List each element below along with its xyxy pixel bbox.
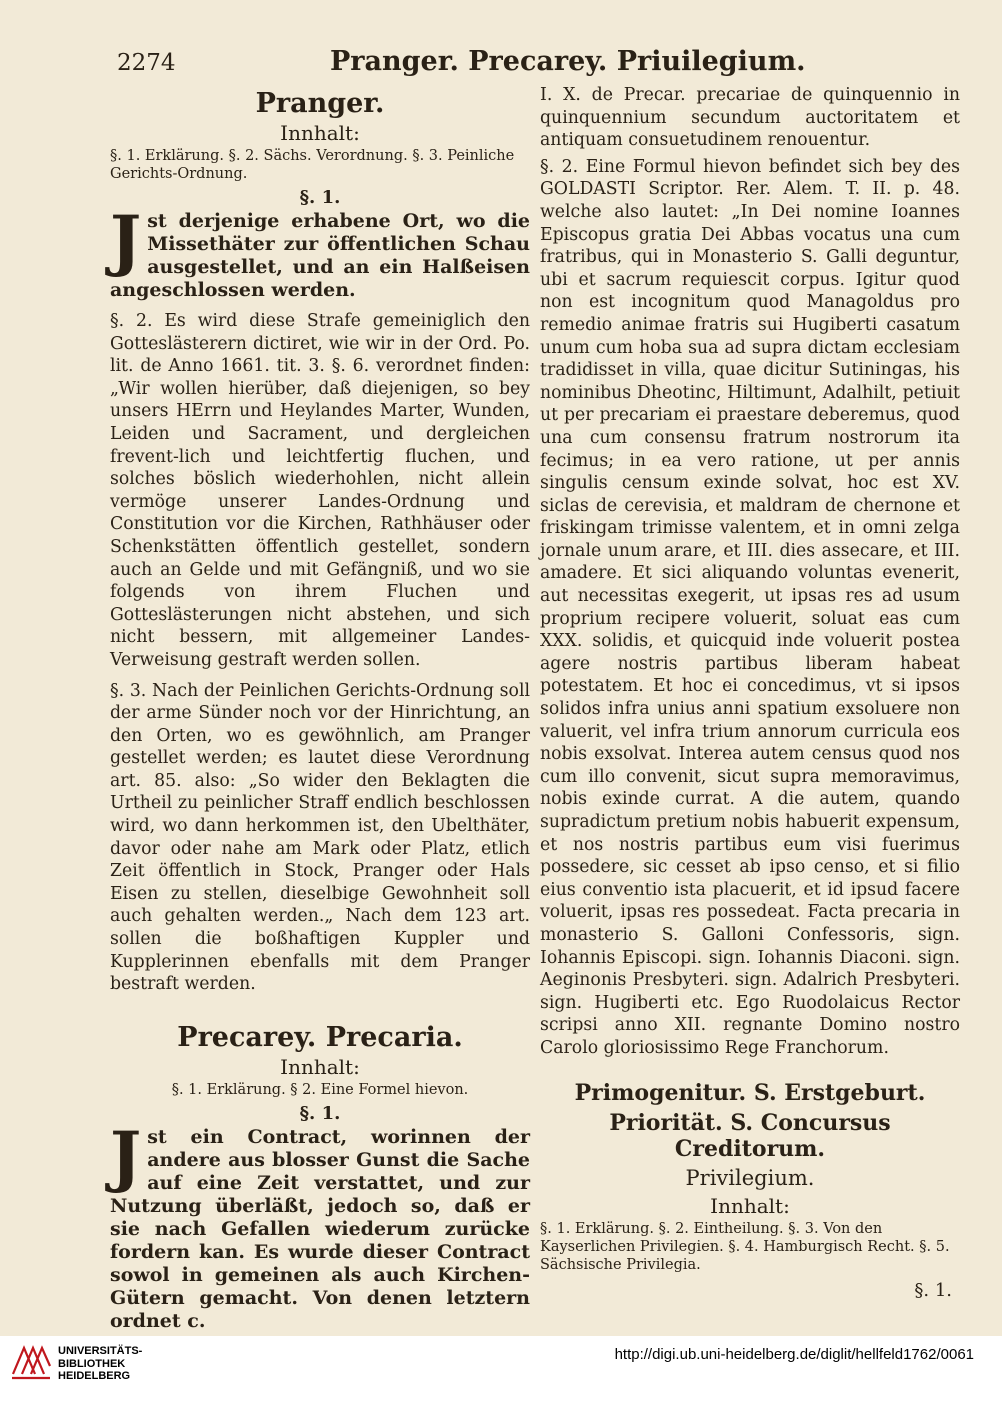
section-mark: §. 1. — [299, 187, 341, 208]
right-column — [540, 84, 960, 1301]
lead-paragraph-pranger — [110, 201, 530, 302]
drop-cap: J — [110, 201, 142, 279]
inhalt-heading: Innhalt: — [710, 1193, 790, 1218]
source-url[interactable]: http://digi.ub.uni-heidelberg.de/diglit/hellfeld1762/0061 — [614, 1346, 974, 1363]
section-mark: §. 1. — [299, 1102, 341, 1124]
running-head: Pranger. Precarey. Priuilegium. — [330, 46, 806, 77]
paragraph-continued: I. X. de Precar. precariae de quinquennio in quinquennium secundum auctoritatem et antiquam consuetudinem renouentur. — [540, 85, 960, 151]
toc-pranger: §. 1. Erklärung. §. 2. Sächs. Verordnung. §. 3. Peinliche Gerichts-Ordnung. — [110, 148, 515, 182]
toc-privilegium: §. 1. Erklärung. §. 2. Eintheilung. §. 3. Von den Kayserlichen Privilegien. §. 4. Hamburgisch Recht. §. 5. Sächsische Privilegia. — [540, 1220, 950, 1273]
paragraph-3: §. 3. Nach der Peinlichen Gerichts-Ordnung soll der arme Sünder noch vor der Hinrichtung, an den Orten, wo es gewöhnlich, am Pranger gestellet werden; es lautet diese Verordnung art. 85. also: „So wider den Beklagten die Urtheil zu peinlicher Straff endlich beschlossen wird, wo dann herkommen ist, den Ubelthäter, davor oder nahe am Mark oder Platz, etlich Zeit öffentlich in Stock, Pranger oder Hals Eisen zu stellen, dieselbige Gewohnheit soll auch gehalten werden.„ Nach dem 123 art. sollen die boßhaftigen Kuppler und Kupplerinnen ebenfalls mit dem Pranger bestraft werden. — [110, 680, 530, 995]
inhalt-heading: Innhalt: — [280, 121, 360, 145]
lead-paragraph-precarey — [110, 1116, 530, 1333]
page-number: 2274 — [117, 50, 176, 76]
toc-precarey: §. 1. Erklärung. § 2. Eine Formel hievon. — [171, 1081, 469, 1098]
heading-prioritaet: Priorität. S. Concursus Creditorum. — [609, 1109, 891, 1162]
paragraph-2: §. 2. Es wird diese Strafe gemeiniglich den Gotteslästerern dictiret, wie wir in der Ord. Po. lit. de Anno 1661. tit. 3. §. 6. verordnet finden: „Wir wollen hierüber, daß diejenigen, so bey unsers HErrn und Heylandes Marter, Wunden, Leiden und Sacrament, und dergleichen frevent-lich und leichtfertig fluchen, und solches böslich wiederhohlen, nicht allein vermöge unserer Landes-Ordnung und Constitution vor die Kirchen, Rathhäuser oder Schenkstätten öffentlich gestellet, sondern auch an Gelde und mit Gefängniß, und wo sie folgends von ihrem Fluchen und Gotteslästerungen nicht abstehen, und sich nicht bessern, mit allgemeiner Landes-Verweisung gestraft werden sollen. — [110, 311, 530, 670]
heading-precarey: Precarey. Precaria. — [177, 1021, 463, 1053]
heading-primogenitur: Primogenitur. S. Erstgeburt. — [574, 1079, 926, 1106]
catchword: §. 1. — [914, 1279, 952, 1301]
heading-privilegium: Privilegium. — [685, 1165, 815, 1190]
paragraph-formula: §. 2. Eine Formul hievon befindet sich bey des GOLDASTI Scriptor. Rer. Alem. T. II. p. 48. welche also lautet: „In Dei nomine Ioannes Episcopus gratia Dei Abbas vocatus una cum fratribus, qui in Monasterio S. Galli deguntur, ubi et sacrum requiescit corpus. Igitur quod non est incognitum quod Managoldus pro remedio animae fratris sui Hugiberti casatum unum cum hoba sua ad supra dictam ecclesiam tradidisset in villa, quae dicitur Sutiningas, his nominibus Dheotinc, Hiltimunt, Adalhilt, petiuit ut per precariam ei praestare deberemus, quod una cum consensu fratrum nostrorum ita fecimus; in ea vero ratione, ut per annis singulis censum exinde solvat, hoc est XV. siclas de cerevisia, et maldram de chernone et friskingam trimisse valentem, et in omni zelga jornale unum arare, et III. dies assecare, et III. amadere. Et sici aliquando voluntas evenerit, aut necessitas exegerit, ut ipsas res ad usum proprium recipere voluerit, soluat eas cum XXX. solidis, et quicquid inde voluerit postea agere nostris partibus liberam habeat potestatem. Et hoc ei concedimus, vt si ipsos solidos infra unius anni spatium exsoluere non valuerit, vel infra trium annorum curricula eos nobis exsolvat. Interea autem census quod nos cum illo convenit, sicut supra memoravimus, nobis exinde currat. A die autem, quando supradictum pretium nobis habuerit expensum, et nos nostris partibus eum visi fuerimus possedere, sic cesset ab ipso censo, et si filio eius conventio ista placuerit, et id ipsud facere voluerit, ipsas res possedeat. Facta precaria in monasterio S. Galloni Confessoris, sign. Iohannis Episcopi. sign. Iohannis Diaconi. sign. Aeginonis Presbyteri. sign. Adalrich Presbyteri. sign. Hugiberti etc. Ego Ruodolaicus Rector scripsi anno XII. regnante Domino nostro Carolo gloriosissimo Rege Franchorum. — [540, 156, 960, 1058]
heading-pranger: Pranger. — [255, 88, 385, 119]
drop-cap: J — [110, 1116, 142, 1195]
library-logo-icon — [10, 1340, 52, 1382]
inhalt-heading: Innhalt: — [280, 1054, 360, 1079]
left-column — [110, 84, 530, 1333]
library-name: UNIVERSITÄTS- BIBLIOTHEK HEIDELBERG — [58, 1345, 143, 1382]
lead-text: st derjenige erhabene Ort, wo die Missethäter zur öffentlichen Schau ausgestellet, und an ein Halßeisen angeschlossen werden. — [110, 210, 530, 301]
lead-text: st ein Contract, worinnen der andere aus blosser Gunst die Sache auf eine Zeit verstattet, und zur Nutzung überläßt, jedoch so, daß er sie nach Gefallen wiederum zurücke fordern kan. Es wurde dieser Contract sowol in gemeinen als auch Kirchen-Gütern gemacht. Von denen letztern ordnet c. — [110, 1125, 530, 1332]
